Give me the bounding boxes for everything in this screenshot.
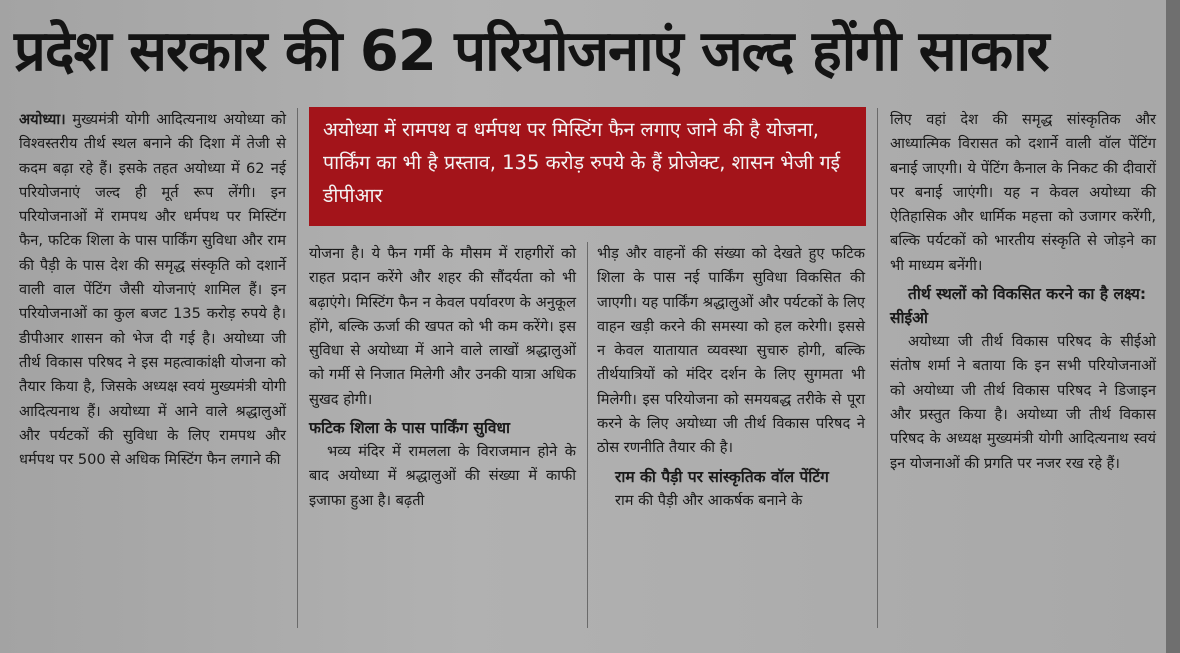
article-column-1 <box>19 108 286 472</box>
paragraph: मुख्यमंत्री योगी आदित्यनाथ अयोध्या को विश्वस्तरीय तीर्थ स्थल बनाने की दिशा में तेजी से कदम बढ़ा रहे हैं। इसके तहत अयोध्या में 62 नई परियोजनाएं जल्द ही मूर्त रूप लेंगी। इन परियोजनाओं में रामपथ और धर्मपथ पर मिस्टिंग फैन, फटिक शिला के पास पार्किंग सुविधा और राम की पैड़ी के पास देश की समृद्ध संस्कृति को दशार्ने वाली वाल पेंटिंग जैसी योजनाएं शामिल हैं। इन परियोजनाओं का कुल बजट 135 करोड़ रुपये है। डीपीआर शासन को भेज दी गई है। अयोध्या जी तीर्थ विकास परिषद ने इस महत्वाकांक्षी योजना को तैयार किया है, जिसके अध्यक्ष स्वयं मुख्यमंत्री योगी आदित्यनाथ हैं। अयोध्या में आने वाले श्रद्धालुओं और पर्यटकों की सुविधा के लिए रामपथ और धर्मपथ पर 500 से अधिक मिस्टिंग फैन लगाने की <box>19 111 286 469</box>
column-text <box>19 108 286 472</box>
highlight-box: अयोध्या में रामपथ व धर्मपथ पर मिस्टिंग फैन लगाए जाने की है योजना, पार्किंग का भी है प्रस्ताव, 135 करोड़ रुपये के हैं प्रोजेक्ट, शासन भेजी गई डीपीआर <box>309 107 866 226</box>
paragraph: लिए वहां देश की समृद्ध सांस्कृतिक और आध्यात्मिक विरासत को दशार्ने वाली वॉल पेंटिंग बनाई जाएगी। ये पेंटिंग कैनाल के निकट की दीवारों पर बनाई जाएंगी। यह न केवल अयोध्या की ऐतिहासिक और धार्मिक महत्ता को उजागर करेंगी, बल्कि पर्यटकों को भारतीय संस्कृति से जोड़ने का भी माध्यम बनेंगी। <box>890 111 1156 274</box>
paragraph: योजना है। ये फैन गर्मी के मौसम में राहगीरों को राहत प्रदान करेंगे और शहर की सौंदर्यता को भी बढ़ाएंगे। मिस्टिंग फैन न केवल पर्यावरण के अनुकूल होंगे, बल्कि ऊर्जा की खपत को भी कम करेंगे। इस सुविधा से अयोध्या में आने वाले लाखों श्रद्धालुओं को गर्मी से निजात मिलेगी और उनकी यात्रा अधिक सुखद होगी। <box>309 245 576 408</box>
dateline: अयोध्या। <box>19 111 66 128</box>
article-column-3 <box>597 242 865 513</box>
subheading: फटिक शिला के पास पार्किंग सुविधा <box>309 419 511 438</box>
page-edge <box>1166 0 1180 653</box>
paragraph: भव्य मंदिर में रामलला के विराजमान होने के बाद अयोध्या में श्रद्धालुओं की संख्या में काफी इजाफा हुआ है। बढ़ती <box>309 443 576 509</box>
column-divider <box>297 108 298 628</box>
article-column-2 <box>309 242 576 513</box>
article-headline: प्रदेश सरकार की 62 परियोजनाएं जल्द होंगी साकार <box>14 19 1049 84</box>
article-column-4 <box>890 108 1156 476</box>
column-divider <box>877 108 878 628</box>
subheading: राम की पैड़ी पर सांस्कृतिक वॉल पेंटिंग <box>615 467 829 486</box>
paragraph: राम की पैड़ी और आकर्षक बनाने के <box>615 491 803 509</box>
paragraph: अयोध्या जी तीर्थ विकास परिषद के सीईओ संतोष शर्मा ने बताया कि इन सभी परियोजनाओं को अयोध्या जी तीर्थ विकास परिषद ने डिजाइन और प्रस्तुत किया है। अयोध्या जी तीर्थ विकास परिषद के अध्यक्ष मुख्यमंत्री योगी आदित्यनाथ स्वयं इन योजनाओं की प्रगति पर नजर रख रहे हैं। <box>890 333 1156 472</box>
column-divider <box>587 242 588 628</box>
subheading: तीर्थ स्थलों को विकसित करने का है लक्ष्य: सीईओ <box>890 285 1147 328</box>
paragraph: भीड़ और वाहनों की संख्या को देखते हुए फटिक शिला के पास नई पार्किंग सुविधा विकसित की जाएगी। यह पार्किंग श्रद्धालुओं और पर्यटकों के लिए वाहन खड़ी करने की समस्या को हल करेगी। इससे न केवल यातायात व्यवस्था सुचारु होगी, बल्कि तीर्थयात्रियों को मंदिर दर्शन के लिए सुगमता भी मिलेगी। इस परियोजना को समयबद्ध तरीके से पूरा करने के लिए अयोध्या जी तीर्थ विकास परिषद ने ठोस रणनीति तैयार की है। <box>597 245 865 457</box>
